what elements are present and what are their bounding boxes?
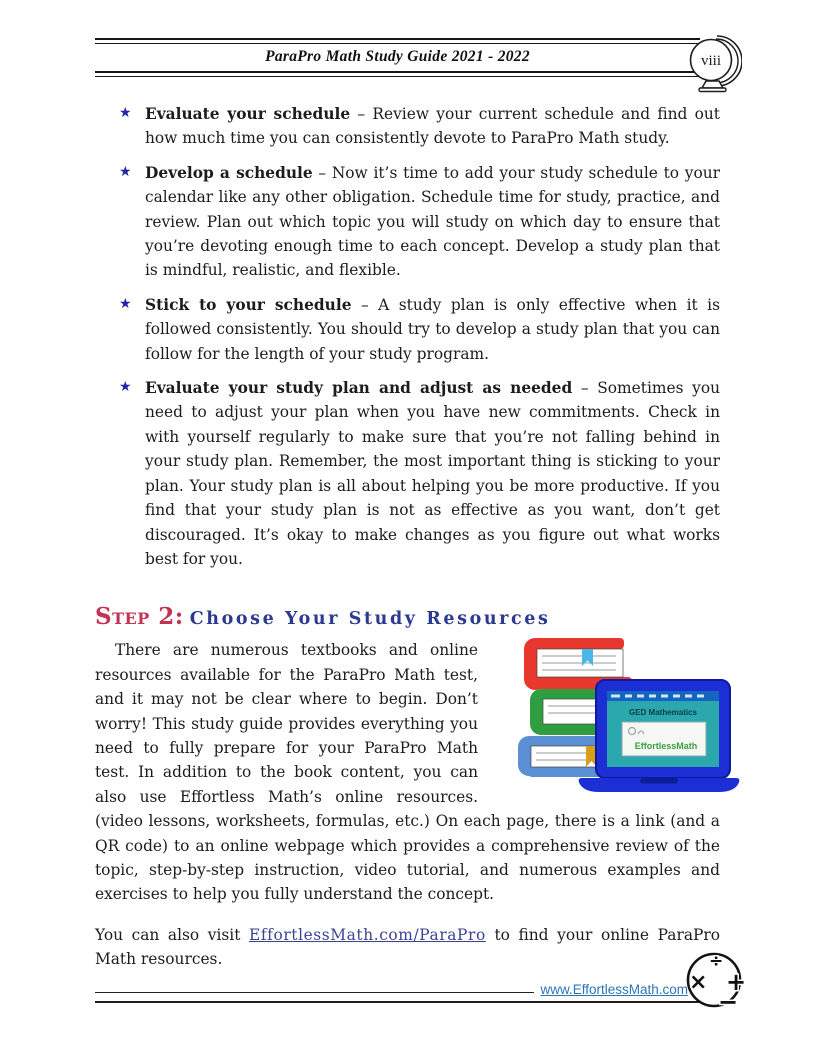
step-2-heading [95,601,720,630]
visit-paragraph [95,923,720,972]
step-title: Choose Your Study Resources [189,609,551,630]
effortless-math-logo-icon [682,948,746,1016]
footer-website-link[interactable]: www.EffortlessMath.com [540,982,688,997]
bullet-term: Evaluate your schedule [145,105,351,123]
bullet-body: – A study plan is only effective when it is followed consistently. You should try to develop a study plan that you can follow for the length of your study program. [145,295,720,363]
bullet-body: – Sometimes you need to adjust your plan when you have new commitments. Check in with yourself regularly to make sure that you’re not falling behind in your study plan. Remember, the most important thing is sticking to your plan. Your study plan is all about helping you be more productive. If you find that your study plan is not as effective as you want, don’t get discouraged. It’s okay to make changes as you figure out what works best for you. [145,379,720,568]
page-number-globe-icon [686,33,742,93]
header-rule-bottom [95,71,700,77]
bullet-body: – Review your current schedule and find out how much time you can consistently devote to ParaPro Math study. [145,105,720,148]
divide-symbol: ÷ [709,951,724,971]
screen-title: GED Mathematics [628,708,698,718]
list-item [95,161,720,283]
star-bullet-icon: ★ [119,379,132,396]
plus-symbol: + [726,968,746,996]
bullet-text [145,376,720,571]
list-item [95,293,720,366]
footer-rule-left [95,992,534,993]
laptop-notch [640,778,678,784]
study-tips-list [95,102,720,571]
bullet-text [145,293,720,366]
minus-symbol: − [718,988,739,1016]
page-number: viii [700,53,722,69]
footer-rule-full [95,1001,720,1003]
globe-base [699,88,726,92]
bullet-term: Develop a schedule [145,163,313,182]
laptop [579,680,740,792]
visit-text-before: You can also visit [95,925,250,944]
multiply-symbol: × [689,970,708,995]
bullet-term: Evaluate your study plan and adjust as needed [145,379,573,398]
list-item [95,376,720,571]
bullet-text [145,161,720,283]
star-bullet-icon: ★ [119,163,132,180]
page-title: ParaPro Math Study Guide 2021 - 2022 [265,48,530,65]
books-laptop-illustration [490,630,720,796]
visit-text-after: to find your online ParaPro Math resources. [95,925,720,969]
parapro-resources-link[interactable]: EffortlessMath.com/ParaPro [249,925,486,944]
page-footer [95,982,720,1003]
step-label: Step 2: [95,603,184,631]
page-header [95,38,700,77]
bullet-term: Stick to your schedule [145,295,352,314]
bullet-text [145,102,720,151]
list-item [95,102,720,151]
screen-logo-text: EffortlessMath [634,741,698,752]
intro-text: There are numerous textbooks and online resources available for the ParaPro Math test, and it may not be clear where to begin. Don’t worry! This study guide provides everything you need to fully prepare for your ParaPro Math test. In addition to the book content, you can also use Effortless Math’s online resources. (video lessons, worksheets, formulas, etc.) On each page, there is a link (and a QR code) to an online webpage which provides a comprehensive review of the topic, step-by-step instruction, video tutorial, and numerous examples and exercises to help you fully understand the concept. [95,641,720,904]
globe-stand [702,81,723,88]
star-bullet-icon: ★ [119,105,132,121]
bullet-body: – Now it’s time to add your study schedule to your calendar like any other obligation. Schedule time for study, practice, and review. Plan out which topic you will study on which day to ensure that you’re devoting enough time to each concept. Develop a study plan that is mindful, realistic, and flexible. [145,163,720,280]
star-bullet-icon: ★ [119,295,132,312]
intro-paragraph [95,638,720,906]
